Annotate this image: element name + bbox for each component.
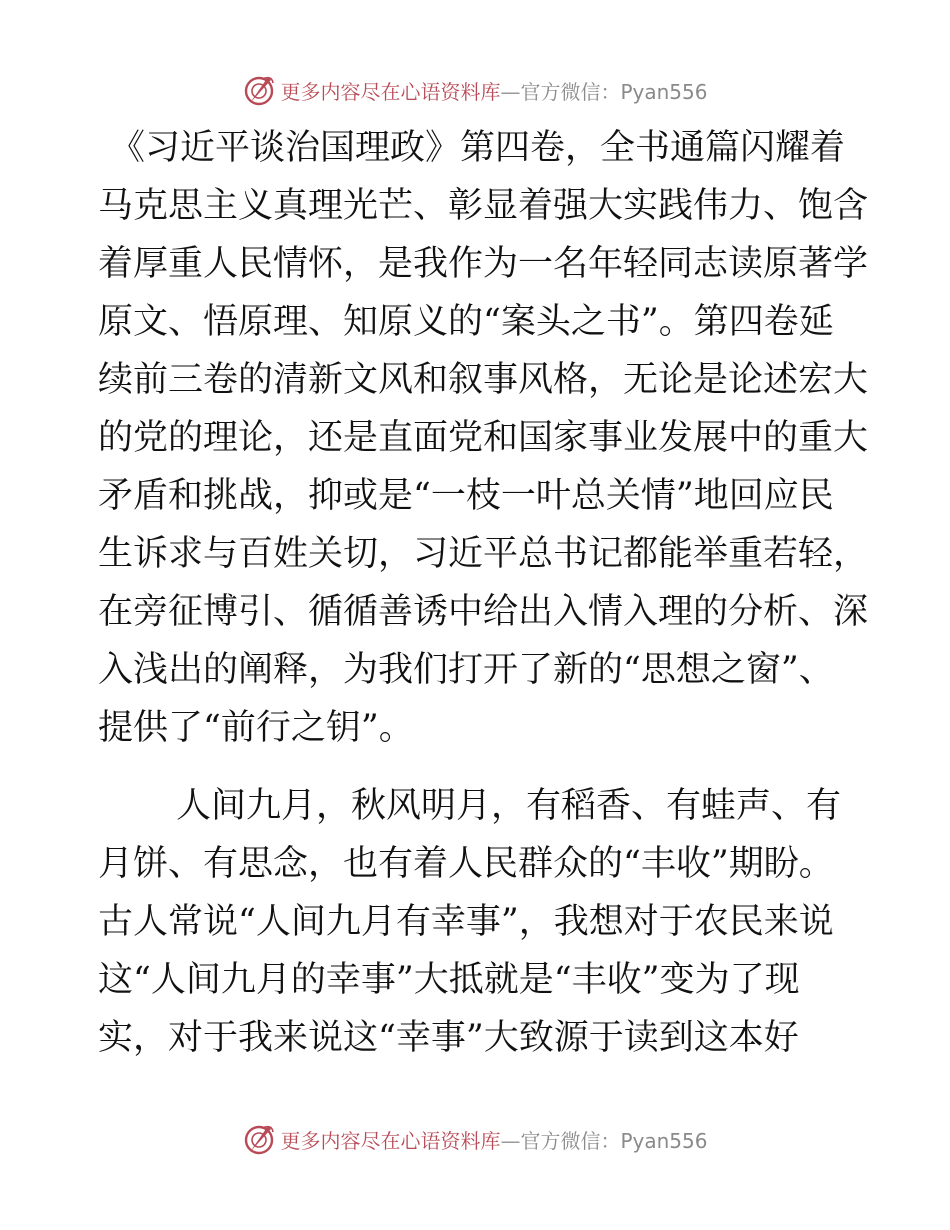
watermark-main: 更多内容尽在心语资料库 — [280, 79, 501, 104]
watermark-dash: — — [500, 79, 521, 104]
text-line: 提供了“前行之钥”。 — [98, 708, 414, 748]
watermark-suffix: 官方微信：Pyan556 — [520, 79, 708, 104]
watermark-dash: — — [500, 1128, 521, 1153]
watermark-main: 更多内容尽在心语资料库 — [280, 1128, 501, 1153]
watermark-text — [280, 76, 707, 105]
text-line: 这“人间九月的幸事”大抵就是“丰收”变为了现 — [98, 960, 800, 1000]
text-line: 着厚重人民情怀，是我作为一名年轻同志读原著学 — [98, 244, 869, 284]
quill-logo-icon — [242, 73, 276, 107]
text-line: 在旁征博引、循循善诱中给出入情入理的分析、深 — [98, 592, 869, 632]
watermark-suffix: 官方微信：Pyan556 — [520, 1128, 708, 1153]
text-line: 的党的理论，还是直面党和国家事业发展中的重大 — [98, 418, 869, 458]
text-line: 入浅出的阐释，为我们打开了新的“思想之窗”、 — [98, 650, 834, 690]
watermark-text — [280, 1125, 707, 1154]
watermark-banner-top — [0, 70, 950, 110]
text-line: 《习近平谈治国理政》第四卷，全书通篇闪耀着 — [110, 128, 846, 168]
text-line: 实，对于我来说这“幸事”大致源于读到这本好 — [98, 1018, 799, 1058]
text-line: 月饼、有思念，也有着人民群众的“丰收”期盼。 — [98, 844, 834, 884]
text-line: 原文、悟原理、知原义的“案头之书”。第四卷延 — [98, 302, 834, 342]
text-line: 矛盾和挑战，抑或是“一枝一叶总关情”地回应民 — [98, 476, 834, 516]
watermark-banner-bottom — [0, 1119, 950, 1159]
text-line: 马克思主义真理光芒、彰显着强大实践伟力、饱含 — [98, 186, 869, 226]
quill-logo-icon — [242, 1122, 276, 1156]
text-line: 古人常说“人间九月有幸事”，我想对于农民来说 — [98, 902, 834, 942]
text-line: 人间九月，秋风明月，有稻香、有蛙声、有 — [176, 786, 842, 826]
text-line: 生诉求与百姓关切，习近平总书记都能举重若轻， — [98, 534, 869, 574]
text-line: 续前三卷的清新文风和叙事风格，无论是论述宏大 — [98, 360, 869, 400]
